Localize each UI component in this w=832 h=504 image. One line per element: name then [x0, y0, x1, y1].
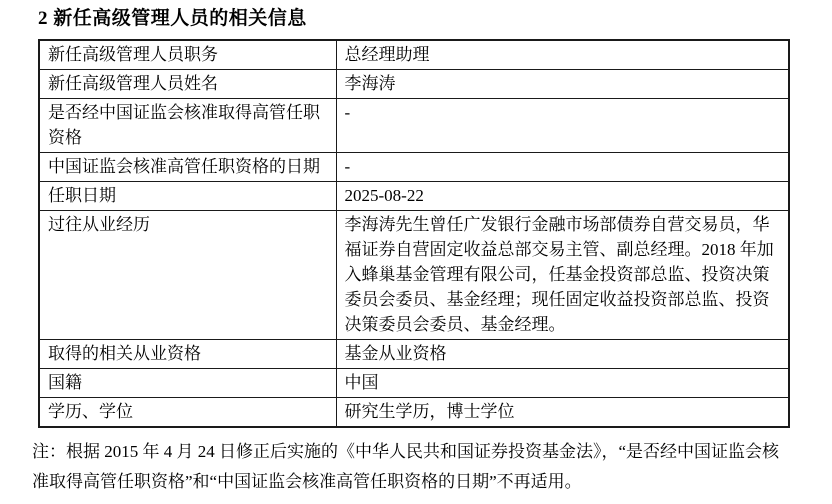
- row-value: -: [336, 99, 789, 153]
- table-row: [39, 182, 789, 211]
- row-label: 取得的相关从业资格: [39, 340, 336, 369]
- row-label: 过往从业经历: [39, 211, 336, 340]
- row-value: 2025-08-22: [336, 182, 789, 211]
- row-label: 任职日期: [39, 182, 336, 211]
- page-title: 2 新任高级管理人员的相关信息: [38, 8, 307, 29]
- row-value: 基金从业资格: [336, 340, 789, 369]
- table-row: [39, 211, 789, 340]
- senior-management-info-table: [38, 39, 790, 428]
- table-row: [39, 70, 789, 99]
- row-label: 是否经中国证监会核准取得高管任职资格: [39, 99, 336, 153]
- row-label: 中国证监会核准高管任职资格的日期: [39, 153, 336, 182]
- row-label: 学历、学位: [39, 398, 336, 428]
- table-row: [39, 40, 789, 70]
- table-row: [39, 398, 789, 428]
- row-value: 研究生学历，博士学位: [336, 398, 789, 428]
- row-value: 总经理助理: [336, 40, 789, 70]
- row-value: -: [336, 153, 789, 182]
- footnote-text: 注：根据 2015 年 4 月 24 日修正后实施的《中华人民共和国证券投资基金法》，“是否经中国证监会核准取得高管任职资格”和“中国证监会核准高管任职资格的日期”不再适用。: [32, 442, 780, 491]
- row-value: 李海涛: [336, 70, 789, 99]
- row-label: 新任高级管理人员职务: [39, 40, 336, 70]
- table-row: [39, 340, 789, 369]
- table-row: [39, 153, 789, 182]
- table-row: [39, 369, 789, 398]
- row-value: 中国: [336, 369, 789, 398]
- row-value: 李海涛先生曾任广发银行金融市场部债券自营交易员，华福证券自营固定收益总部交易主管、副总经理。2018 年加入蜂巢基金管理有限公司，任基金投资部总监、投资决策委员会委员、基金经理；现任固定收益投资部总监、投资决策委员会委员、基金经理。: [336, 211, 789, 340]
- row-label: 新任高级管理人员姓名: [39, 70, 336, 99]
- table-row: [39, 99, 789, 153]
- row-label: 国籍: [39, 369, 336, 398]
